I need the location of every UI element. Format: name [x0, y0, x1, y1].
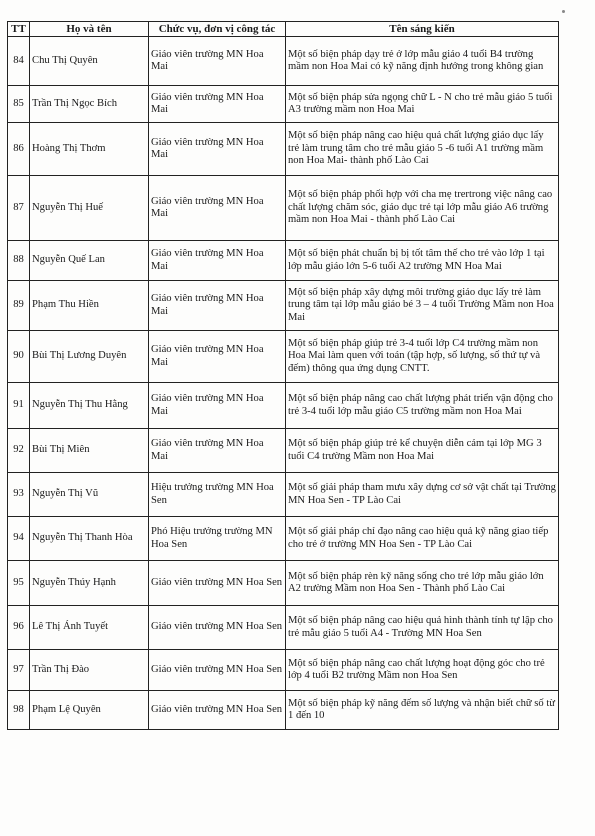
- cell-position: Giáo viên trường MN Hoa Mai: [149, 241, 286, 281]
- cell-name: Lê Thị Ánh Tuyết: [30, 606, 149, 650]
- cell-position: Giáo viên trường MN Hoa Mai: [149, 37, 286, 86]
- cell-name: Bùi Thị Lương Duyên: [30, 331, 149, 383]
- cell-position: Giáo viên trường MN Hoa Mai: [149, 281, 286, 331]
- cell-tt: 93: [8, 473, 30, 517]
- cell-position: Giáo viên trường MN Hoa Mai: [149, 429, 286, 473]
- cell-title: Một số biện pháp nâng cao chất lượng hoạt động góc cho trẻ lớp 4 tuổi B2 trường Mầm non Hoa Sen: [286, 650, 559, 691]
- cell-position: Giáo viên trường MN Hoa Sen: [149, 650, 286, 691]
- initiative-table: [7, 21, 559, 730]
- cell-tt: 91: [8, 383, 30, 429]
- table-header-row: [8, 22, 559, 37]
- cell-title: Một số biện pháp nâng cao hiệu quả hình thành tính tự lập cho trẻ mẫu giáo 5 tuổi A4 - Trường MN Hoa Sen: [286, 606, 559, 650]
- cell-name: Nguyễn Quế Lan: [30, 241, 149, 281]
- cell-tt: 96: [8, 606, 30, 650]
- cell-position: Giáo viên trường MN Hoa Sen: [149, 691, 286, 730]
- cell-title: Một số biện pháp nâng cao chất lượng phát triển vận động cho trẻ 3-4 tuổi lớp mẫu giáo C5 trường mầm non Hoa Mai: [286, 383, 559, 429]
- cell-name: Bùi Thị Miên: [30, 429, 149, 473]
- cell-name: Trần Thị Ngọc Bích: [30, 86, 149, 123]
- table-row: [8, 429, 559, 473]
- cell-tt: 92: [8, 429, 30, 473]
- table-row: [8, 473, 559, 517]
- header-name: Họ và tên: [30, 22, 149, 37]
- cell-title: Một số biện pháp rèn kỹ năng sống cho trẻ lớp mẫu giáo lớn A2 trường Mầm non Hoa Sen - Thành phố Lào Cai: [286, 561, 559, 606]
- cell-tt: 89: [8, 281, 30, 331]
- table-row: [8, 241, 559, 281]
- header-position: Chức vụ, đơn vị công tác: [149, 22, 286, 37]
- cell-title: Một số giải pháp tham mưu xây dựng cơ sở vật chất tại Trường MN Hoa Sen - TP Lào Cai: [286, 473, 559, 517]
- ink-dot: [562, 10, 565, 13]
- table-row: [8, 691, 559, 730]
- cell-name: Nguyễn Thị Vũ: [30, 473, 149, 517]
- table-row: [8, 37, 559, 86]
- cell-tt: 88: [8, 241, 30, 281]
- cell-position: Giáo viên trường MN Hoa Mai: [149, 331, 286, 383]
- cell-position: Giáo viên trường MN Hoa Sen: [149, 606, 286, 650]
- cell-title: Một số biện phát chuẩn bị bị tốt tâm thế cho trẻ vào lớp 1 tại lớp mẫu giáo lớn 5-6 tuổi A2 trường MN Hoa Mai: [286, 241, 559, 281]
- cell-title: Một số biện pháp giúp trẻ 3-4 tuổi lớp C4 trường mầm non Hoa Mai làm quen với toán (tập hợp, số lượng, số thứ tự và đếm) thông qua ứng dụng CNTT.: [286, 331, 559, 383]
- cell-position: Giáo viên trường MN Hoa Mai: [149, 86, 286, 123]
- cell-position: Giáo viên trường MN Hoa Mai: [149, 383, 286, 429]
- cell-tt: 87: [8, 176, 30, 241]
- table-row: [8, 86, 559, 123]
- cell-name: Trần Thị Đào: [30, 650, 149, 691]
- table-row: [8, 281, 559, 331]
- cell-title: Một số biện pháp kỹ năng đếm số lượng và nhận biết chữ số từ 1 đến 10: [286, 691, 559, 730]
- cell-position: Phó Hiệu trưởng trường MN Hoa Sen: [149, 517, 286, 561]
- cell-name: Hoàng Thị Thơm: [30, 123, 149, 176]
- cell-tt: 97: [8, 650, 30, 691]
- table-row: [8, 383, 559, 429]
- cell-title: Một số giải pháp chỉ đạo nâng cao hiệu quả kỹ năng giao tiếp cho trẻ ở trường MN Hoa Sen - TP Lào Cai: [286, 517, 559, 561]
- cell-tt: 86: [8, 123, 30, 176]
- cell-tt: 84: [8, 37, 30, 86]
- cell-title: Một số biện pháp dạy trẻ ở lớp mẫu giáo 4 tuổi B4 trường mầm non Hoa Mai có kỹ năng định hướng trong không gian: [286, 37, 559, 86]
- cell-title: Một số biện pháp xây dựng môi trường giáo dục lấy trẻ làm trung tâm tại lớp mẫu giáo bé 3 – 4 tuổi Trường Mầm non Hoa Mai: [286, 281, 559, 331]
- cell-title: Một số biện pháp nâng cao hiệu quả chất lượng giáo dục lấy trẻ làm trung tâm cho trẻ mẫu giáo 5 -6 tuổi A1 trường mầm non Hoa Mai- thành phố Lào Cai: [286, 123, 559, 176]
- cell-name: Nguyễn Thị Thu Hằng: [30, 383, 149, 429]
- header-tt: TT: [8, 22, 30, 37]
- cell-name: Nguyễn Thúy Hạnh: [30, 561, 149, 606]
- cell-name: Chu Thị Quyên: [30, 37, 149, 86]
- header-title: Tên sáng kiến: [286, 22, 559, 37]
- cell-position: Giáo viên trường MN Hoa Mai: [149, 176, 286, 241]
- cell-position: Giáo viên trường MN Hoa Sen: [149, 561, 286, 606]
- cell-name: Phạm Lệ Quyên: [30, 691, 149, 730]
- cell-title: Một số biện pháp giúp trẻ kể chuyện diễn cảm tại lớp MG 3 tuổi C4 trường Mầm non Hoa Mai: [286, 429, 559, 473]
- cell-tt: 98: [8, 691, 30, 730]
- cell-tt: 85: [8, 86, 30, 123]
- table-row: [8, 650, 559, 691]
- table-row: [8, 123, 559, 176]
- cell-name: Phạm Thu Hiền: [30, 281, 149, 331]
- cell-name: Nguyễn Thị Huế: [30, 176, 149, 241]
- cell-tt: 94: [8, 517, 30, 561]
- cell-position: Hiệu trưởng trường MN Hoa Sen: [149, 473, 286, 517]
- cell-tt: 90: [8, 331, 30, 383]
- cell-name: Nguyễn Thị Thanh Hòa: [30, 517, 149, 561]
- cell-title: Một số biện pháp sửa ngọng chữ L - N cho trẻ mẫu giáo 5 tuổi A3 trường mầm non Hoa Mai: [286, 86, 559, 123]
- table-row: [8, 561, 559, 606]
- table-row: [8, 176, 559, 241]
- table-row: [8, 517, 559, 561]
- cell-tt: 95: [8, 561, 30, 606]
- table-row: [8, 606, 559, 650]
- cell-title: Một số biện pháp phối hợp với cha mẹ trertrong việc nâng cao chất lượng chăm sóc, giáo dục trẻ tại lớp mẫu giáo A6 trường mầm non Hoa Mai - thành phố Lào Cai: [286, 176, 559, 241]
- cell-position: Giáo viên trường MN Hoa Mai: [149, 123, 286, 176]
- table-row: [8, 331, 559, 383]
